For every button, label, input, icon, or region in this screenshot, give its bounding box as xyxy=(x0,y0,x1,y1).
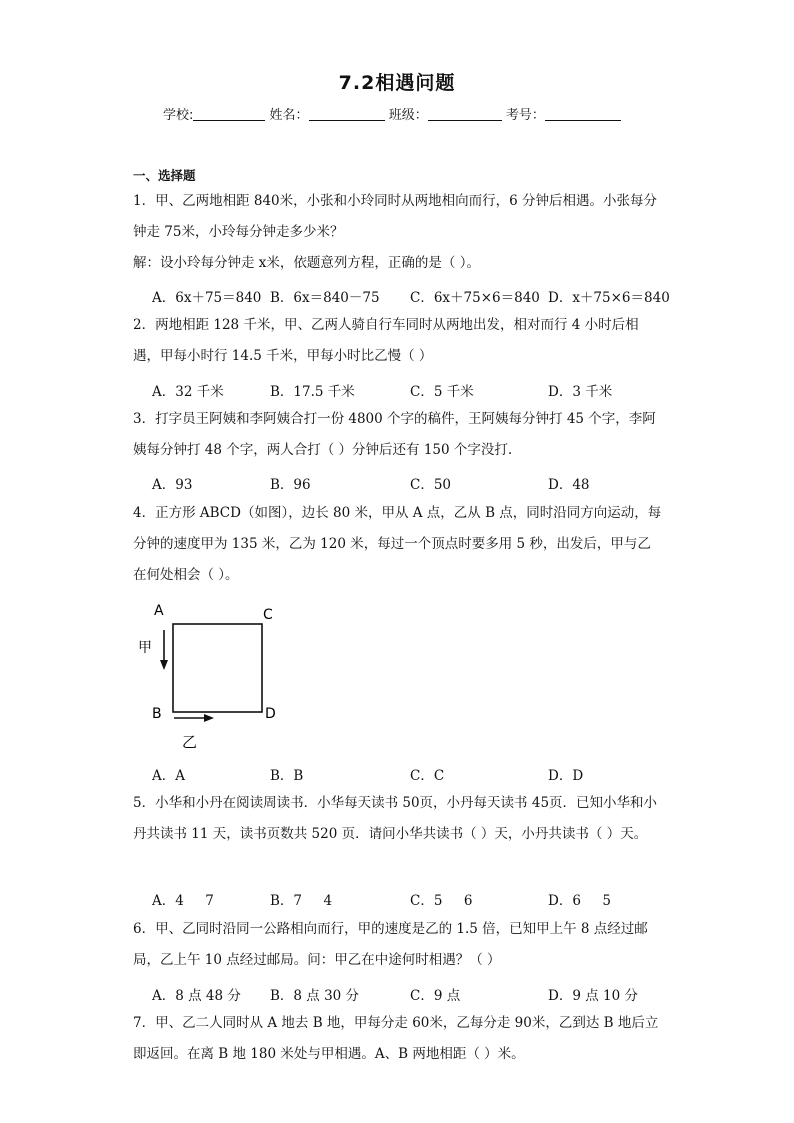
jia-label: 甲 xyxy=(138,640,152,656)
jia-arrowhead xyxy=(160,660,168,670)
option-c[interactable]: C．5 6 xyxy=(410,893,473,909)
option-c[interactable]: C．6x＋75×6＝840 xyxy=(410,290,540,306)
option-d[interactable]: D．48 xyxy=(548,477,590,493)
option-c[interactable]: C．50 xyxy=(410,477,452,493)
exam-no-label: 考号： xyxy=(505,108,545,123)
option-a[interactable]: A．32 千米 xyxy=(152,384,224,400)
question-6-options xyxy=(152,984,692,1004)
option-b[interactable]: B．17.5 千米 xyxy=(270,384,355,400)
school-blank[interactable] xyxy=(193,107,265,121)
yi-label: 乙 xyxy=(182,733,198,751)
question-6: 6．甲、乙同时沿同一公路相向而行，甲的速度是乙的 1.5 倍，已知甲上午 8 点经过邮局，乙上午 10 点经过邮局。问：甲乙在中途何时相遇？（ ） xyxy=(133,921,648,968)
question-2: 2．两地相距 128 千米，甲、乙两人骑自行车同时从两地出发，相对而行 4 小时后相遇，甲每小时行 14.5 千米，甲每小时比乙慢（ ） xyxy=(133,317,639,364)
option-c[interactable]: C．C xyxy=(410,768,445,784)
section-heading: 一、选择题 xyxy=(133,168,196,183)
question-2-options xyxy=(152,380,692,400)
exam-no-blank[interactable] xyxy=(545,107,621,121)
name-blank[interactable] xyxy=(309,107,385,121)
question-7: 7．甲、乙二人同时从 A 地去 B 地，甲每分走 60米，乙每分走 90米，乙到达 B 地后立即返回。在离 B 地 180 米处与甲相遇。A、B 两地相距（ ）米。 xyxy=(133,1015,659,1062)
name-label: 姓名： xyxy=(269,108,309,123)
square-diagram xyxy=(132,596,292,756)
option-b[interactable]: B．7 4 xyxy=(270,893,333,909)
page-title: 7.2相遇问题 xyxy=(338,72,456,94)
question-1-options xyxy=(152,286,692,306)
option-b[interactable]: B．B xyxy=(270,768,304,784)
option-c[interactable]: C．9 点 xyxy=(410,988,461,1004)
option-a[interactable]: A．93 xyxy=(152,477,193,493)
option-a[interactable]: A．A xyxy=(152,768,185,784)
option-a[interactable]: A．6x＋75＝840 xyxy=(152,290,262,306)
option-b[interactable]: B．8 点 30 分 xyxy=(270,988,360,1004)
vertex-c-label: C xyxy=(263,607,273,623)
vertex-a-label: A xyxy=(154,603,164,619)
option-d[interactable]: D．3 千米 xyxy=(548,384,613,400)
option-a[interactable]: A．8 点 48 分 xyxy=(152,988,241,1004)
option-d[interactable]: D．x＋75×6＝840 xyxy=(548,290,670,306)
option-d[interactable]: D．9 点 10 分 xyxy=(548,988,638,1004)
option-d[interactable]: D．D xyxy=(548,768,584,784)
question-1: 1．甲、乙两地相距 840米，小张和小玲同时从两地相向而行，6 分钟后相遇。小张每分钟走 75米，小玲每分钟走多少米？ xyxy=(133,193,658,240)
question-1-hint: 解：设小玲每分钟走 x米，依题意列方程，正确的是（ ）。 xyxy=(133,255,480,271)
question-3-options xyxy=(152,473,692,493)
question-3: 3．打字员王阿姨和李阿姨合打一份 4800 个字的稿件，王阿姨每分钟打 45 个字，李阿姨每分钟打 48 个字，两人合打（ ）分钟后还有 150 个字没打. xyxy=(133,411,656,458)
class-label: 班级： xyxy=(388,108,428,123)
question-5-options xyxy=(152,889,692,909)
square-abcd xyxy=(173,624,262,712)
option-d[interactable]: D．6 5 xyxy=(548,893,611,909)
question-4-options xyxy=(152,764,692,784)
vertex-d-label: D xyxy=(265,706,276,722)
question-5: 5．小华和小丹在阅读周读书．小华每天读书 50页，小丹每天读书 45页．已知小华和小丹共读书 11 天，读书页数共 520 页．请问小华共读书（ ）天，小丹共读书（ ）天。 xyxy=(133,795,658,842)
student-info xyxy=(163,104,621,123)
school-label: 学校: xyxy=(163,108,194,123)
vertex-b-label: B xyxy=(152,706,162,722)
question-4: 4．正方形 ABCD（如图），边长 80 米，甲从 A 点，乙从 B 点，同时沿同方向运动，每分钟的速度甲为 135 米，乙为 120 米，每过一个顶点时要多用 5 秒，出发后，甲与乙在何处相会（ ）。 xyxy=(133,505,662,583)
class-blank[interactable] xyxy=(428,107,502,121)
option-a[interactable]: A．4 7 xyxy=(152,893,214,909)
option-b[interactable]: B．6x＝840－75 xyxy=(270,290,380,306)
option-b[interactable]: B．96 xyxy=(270,477,311,493)
yi-arrowhead xyxy=(204,714,214,722)
option-c[interactable]: C．5 千米 xyxy=(410,384,474,400)
